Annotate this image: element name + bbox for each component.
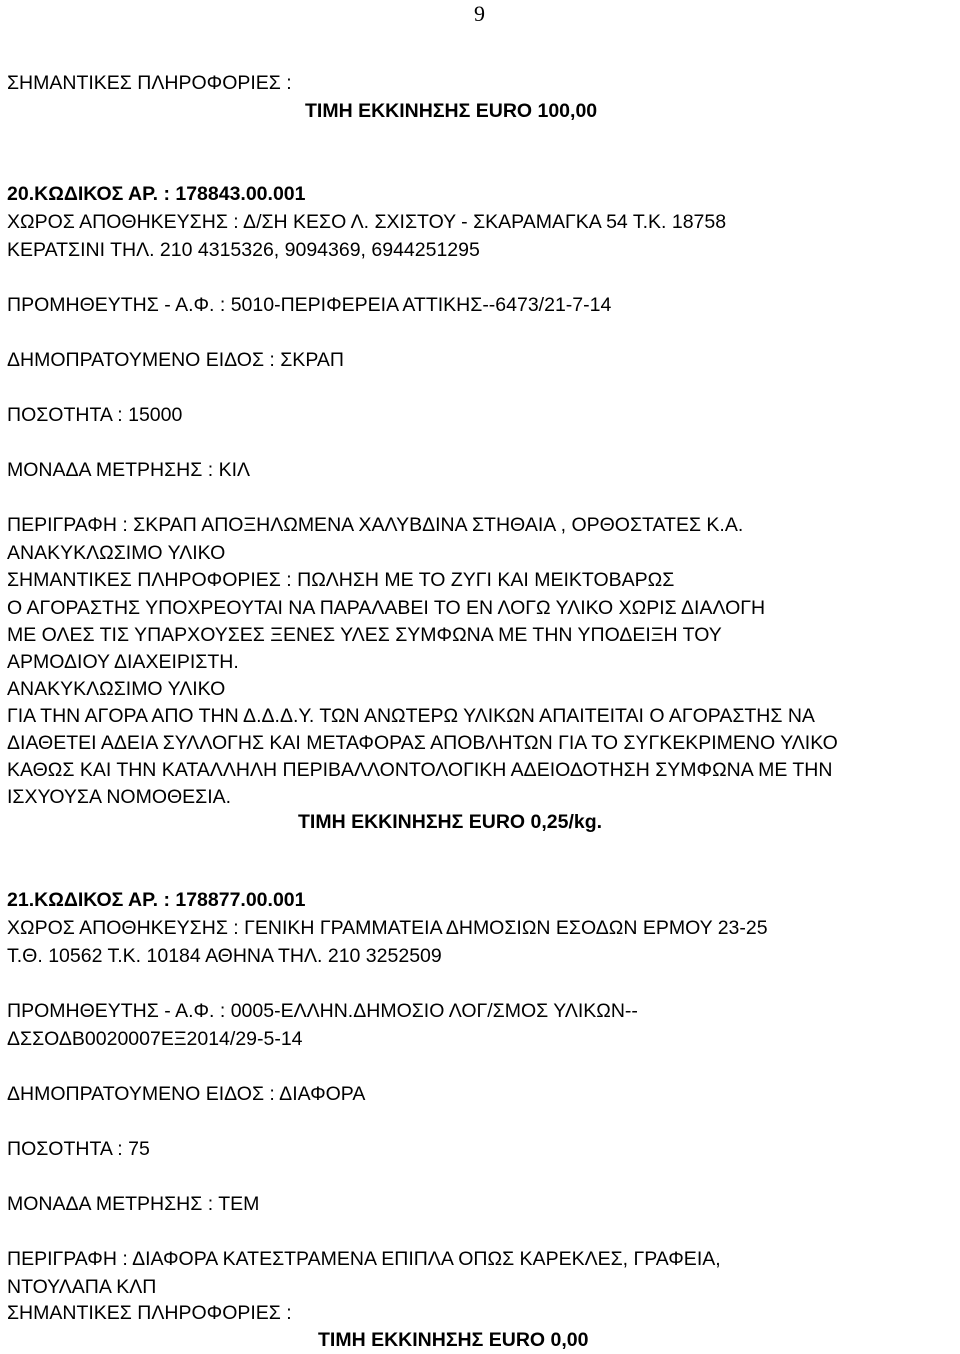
start-price: ΤΙΜΗ ΕΚΚΙΝΗΣΗΣ EURO 100,00 [305,100,598,122]
page-number: 9 [474,1,485,26]
note-line: ΜΕ ΟΛΕΣ ΤΙΣ ΥΠΑΡΧΟΥΣΕΣ ΞΕΝΕΣ ΥΛΕΣ ΣΥΜΦΩΝΑ ΜΕ ΤΗΝ ΥΠΟΔΕΙΞΗ ΤΟΥ [7,624,722,646]
item-code: 21.ΚΩΔΙΚΟΣ ΑΡ. : 178877.00.001 [7,889,306,911]
description-cont: ΝΤΟΥΛΑΠΑ ΚΛΠ [7,1276,157,1298]
description: ΠΕΡΙΓΡΑΦΗ : ΔΙΑΦΟΡΑ ΚΑΤΕΣΤΡΑΜΕΝΑ ΕΠΙΠΛΑ ΟΠΩΣ ΚΑΡΕΚΛΕΣ, ΓΡΑΦΕΙΑ, [7,1248,721,1270]
storage-location: ΧΩΡΟΣ ΑΠΟΘΗΚΕΥΣΗΣ : Δ/ΣΗ ΚΕΣΟ Λ. ΣΧΙΣΤΟΥ - ΣΚΑΡΑΜΑΓΚΑ 54 Τ.Κ. 18758 [7,211,727,233]
supplier: ΠΡΟΜΗΘΕΥΤΗΣ - Α.Φ. : 5010-ΠΕΡΙΦΕΡΕΙΑ ΑΤΤΙΚΗΣ--6473/21-7-14 [7,294,612,316]
item-code: 20.ΚΩΔΙΚΟΣ ΑΡ. : 178843.00.001 [7,183,306,205]
note-line: ΓΙΑ ΤΗΝ ΑΓΟΡΑ ΑΠΟ ΤΗΝ Δ.Δ.Δ.Υ. ΤΩΝ ΑΝΩΤΕΡΩ ΥΛΙΚΩΝ ΑΠΑΙΤΕΙΤΑΙ Ο ΑΓΟΡΑΣΤΗΣ ΝΑ [7,705,815,727]
storage-location-cont: Τ.Θ. 10562 Τ.Κ. 10184 ΑΘΗΝΑ ΤΗΛ. 210 3252509 [7,945,442,967]
auction-item-type: ΔΗΜΟΠΡΑΤΟΥΜΕΝΟ ΕΙΔΟΣ : ΔΙΑΦΟΡΑ [7,1083,366,1105]
start-price: ΤΙΜΗ ΕΚΚΙΝΗΣΗΣ EURO 0,25/kg. [298,811,603,833]
important-info-label: ΣΗΜΑΝΤΙΚΕΣ ΠΛΗΡΟΦΟΡΙΕΣ : [7,1302,292,1324]
note-line: ΔΙΑΘΕΤΕΙ ΑΔΕΙΑ ΣΥΛΛΟΓΗΣ ΚΑΙ ΜΕΤΑΦΟΡΑΣ ΑΠΟΒΛΗΤΩΝ ΓΙΑ ΤΟ ΣΥΓΚΕΚΡΙΜΕΝΟ ΥΛΙΚΟ [7,732,838,754]
auction-item-type: ΔΗΜΟΠΡΑΤΟΥΜΕΝΟ ΕΙΔΟΣ : ΣΚΡΑΠ [7,349,344,371]
measurement-unit: ΜΟΝΑΔΑ ΜΕΤΡΗΣΗΣ : ΚΙΛ [7,459,251,481]
storage-location-cont: ΚΕΡΑΤΣΙΝΙ ΤΗΛ. 210 4315326, 9094369, 6944251295 [7,239,480,261]
supplier-cont: ΔΣΣΟΔΒ0020007ΕΞ2014/29-5-14 [7,1028,303,1050]
recyclable-label: ΑΝΑΚΥΚΛΩΣΙΜΟ ΥΛΙΚΟ [7,542,226,564]
note-line: ΙΣΧΥΟΥΣΑ ΝΟΜΟΘΕΣΙΑ. [7,786,232,808]
note-line: Ο ΑΓΟΡΑΣΤΗΣ ΥΠΟΧΡΕΟΥΤΑΙ ΝΑ ΠΑΡΑΛΑΒΕΙ ΤΟ ΕΝ ΛΟΓΩ ΥΛΙΚΟ ΧΩΡΙΣ ΔΙΑΛΟΓΗ [7,597,766,619]
important-info-label: ΣΗΜΑΝΤΙΚΕΣ ΠΛΗΡΟΦΟΡΙΕΣ : [7,72,292,94]
measurement-unit: ΜΟΝΑΔΑ ΜΕΤΡΗΣΗΣ : ΤΕΜ [7,1193,260,1215]
note-line: ΑΡΜΟΔΙΟΥ ΔΙΑΧΕΙΡΙΣΤΗ. [7,651,239,673]
start-price: ΤΙΜΗ ΕΚΚΙΝΗΣΗΣ EURO 0,00 [318,1329,589,1351]
description: ΠΕΡΙΓΡΑΦΗ : ΣΚΡΑΠ ΑΠΟΞΗΛΩΜΕΝΑ ΧΑΛΥΒΔΙΝΑ ΣΤΗΘΑΙΑ , ΟΡΘΟΣΤΑΤΕΣ Κ.Α. [7,514,744,536]
recyclable-label: ΑΝΑΚΥΚΛΩΣΙΜΟ ΥΛΙΚΟ [7,678,226,700]
quantity: ΠΟΣΟΤΗΤΑ : 75 [7,1138,150,1160]
quantity: ΠΟΣΟΤΗΤΑ : 15000 [7,404,183,426]
supplier: ΠΡΟΜΗΘΕΥΤΗΣ - Α.Φ. : 0005-ΕΛΛΗΝ.ΔΗΜΟΣΙΟ ΛΟΓ/ΣΜΟΣ ΥΛΙΚΩΝ-- [7,1000,638,1022]
important-info: ΣΗΜΑΝΤΙΚΕΣ ΠΛΗΡΟΦΟΡΙΕΣ : ΠΩΛΗΣΗ ΜΕ ΤΟ ΖΥΓΙ ΚΑΙ ΜΕΙΚΤΟΒΑΡΩΣ [7,569,675,591]
note-line: ΚΑΘΩΣ ΚΑΙ ΤΗΝ ΚΑΤΑΛΛΗΛΗ ΠΕΡΙΒΑΛΛΟΝΤΟΛΟΓΙΚΗ ΑΔΕΙΟΔΟΤΗΣΗ ΣΥΜΦΩΝΑ ΜΕ ΤΗΝ [7,759,833,781]
storage-location: ΧΩΡΟΣ ΑΠΟΘΗΚΕΥΣΗΣ : ΓΕΝΙΚΗ ΓΡΑΜΜΑΤΕΙΑ ΔΗΜΟΣΙΩΝ ΕΣΟΔΩΝ ΕΡΜΟΥ 23-25 [7,917,768,939]
